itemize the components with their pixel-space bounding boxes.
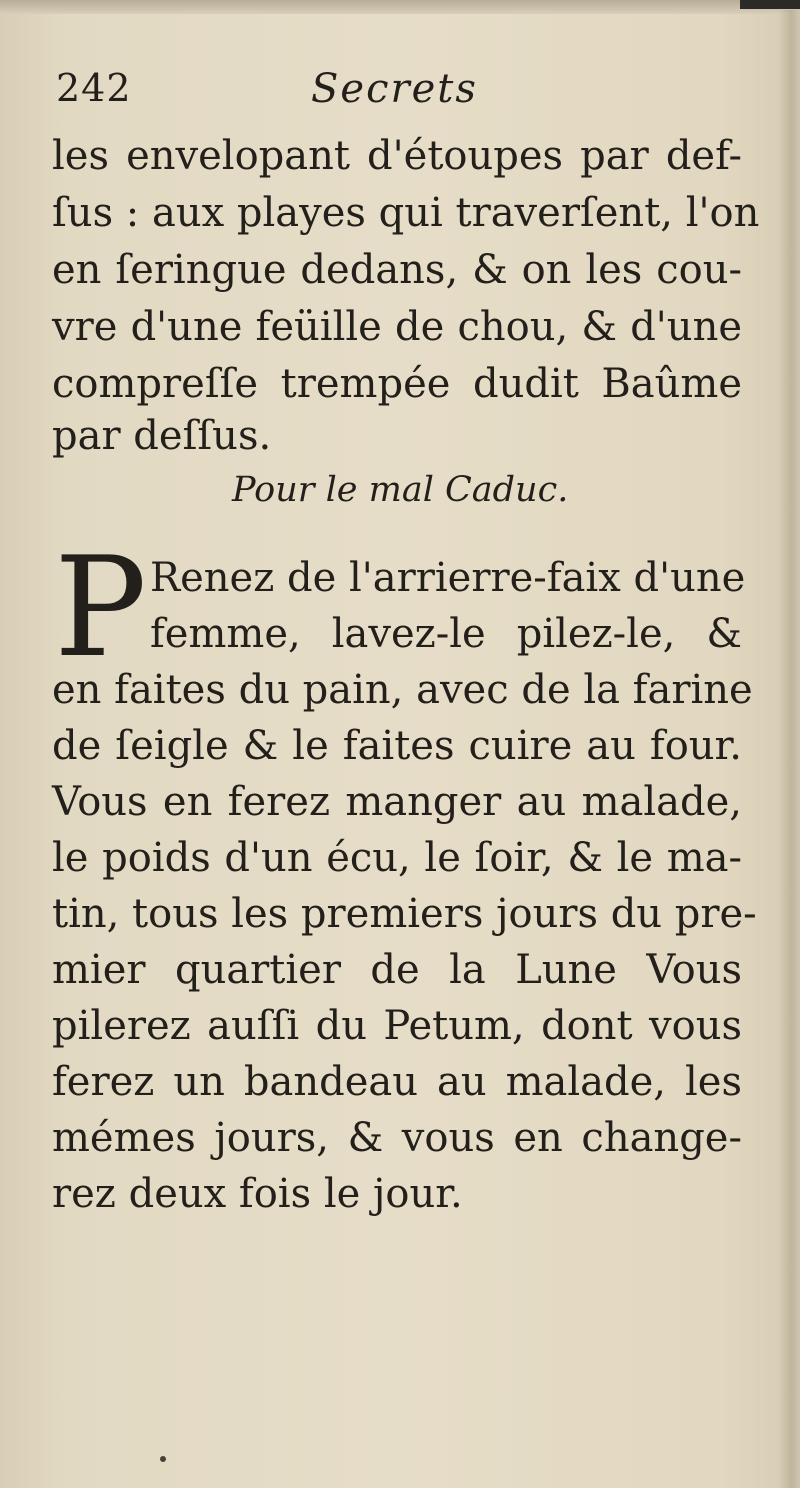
page-header: [56, 66, 746, 126]
text-line: compreſſe trempée dudit Baûme: [52, 361, 742, 407]
text-line: rez deux fois le jour.: [52, 1171, 463, 1217]
text-line: mémes jours, & vous en change-: [52, 1115, 742, 1161]
text-line: femme, lavez-le pilez-le, &: [150, 611, 742, 657]
text-line: pilerez auſſi du Petum, dont vous: [52, 1003, 742, 1049]
page-gutter-shadow: [778, 10, 800, 1488]
text-line: le poids d'un écu, le ſoir, & le ma-: [52, 835, 742, 881]
show-through-decoration: [420, 1220, 710, 1260]
text-line: ferez un bandeau au malade, les: [52, 1059, 742, 1105]
ink-speck: [160, 1456, 166, 1462]
text-line: Vous en ferez manger au malade,: [52, 779, 742, 825]
page-number: 242: [56, 66, 132, 110]
text-line: de ſeigle & le faites cuire au four.: [52, 723, 742, 769]
text-line: tin, tous les premiers jours du pre-: [52, 891, 757, 937]
text-line: ſus : aux playes qui traverſent, l'on: [52, 190, 760, 236]
text-line: en ſeringue dedans, & on les cou-: [52, 247, 742, 293]
text-line: en faites du pain, avec de la farine: [52, 667, 753, 713]
text-line: mier quartier de la Lune Vous: [52, 947, 742, 993]
drop-cap: P: [54, 527, 147, 688]
text-line: par deſſus.: [52, 413, 272, 459]
text-line: Renez de l'arrierre-faix d'une: [150, 555, 746, 601]
section-title: Pour le mal Caduc.: [232, 470, 569, 510]
text-line: les envelopant d'étoupes par def-: [52, 133, 742, 179]
text-line: vre d'une feüille de chou, & d'une: [52, 304, 742, 350]
running-head: Secrets: [311, 66, 478, 112]
page-top-edge: [0, 0, 800, 14]
